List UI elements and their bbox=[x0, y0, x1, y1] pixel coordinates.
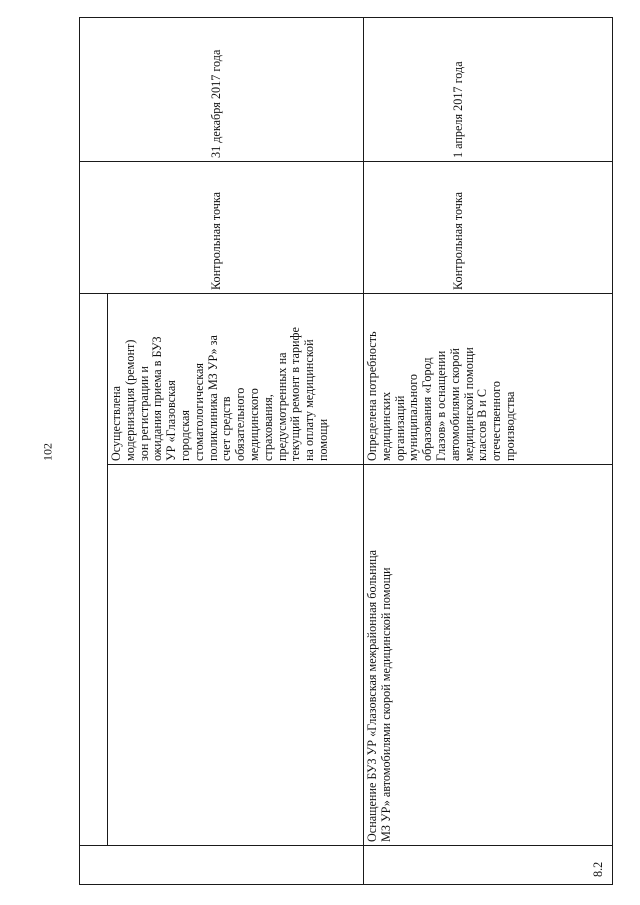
row2-event-cell bbox=[364, 465, 612, 845]
row2-result-line: Глазов» в оснащении bbox=[433, 350, 448, 461]
row1-result-cell bbox=[108, 294, 363, 464]
page-number: 102 bbox=[40, 443, 55, 461]
row1-result-line: Осуществлена bbox=[109, 386, 123, 461]
row1-type: Контрольная точка bbox=[209, 191, 223, 290]
row1-result-line: текущий ремонт в тарифе bbox=[288, 327, 303, 461]
row2-event-text bbox=[364, 465, 396, 845]
row1-date: 31 декабря 2017 года bbox=[209, 49, 223, 158]
row2-event-line: МЗ УР» автомобилями скорой медицинской помощи bbox=[378, 567, 393, 842]
row2-date-cell bbox=[364, 18, 612, 161]
row2-id-cell bbox=[364, 846, 612, 884]
row2-type-cell bbox=[364, 162, 612, 293]
row1-result-line: ожидания приема в БУЗ bbox=[150, 336, 165, 461]
row2-result-cell bbox=[364, 294, 612, 464]
row2-date: 1 апреля 2017 года bbox=[451, 61, 465, 158]
row1-result-line: медицинского bbox=[246, 388, 261, 461]
row1-result-line: помощи bbox=[315, 418, 330, 461]
row2-id: 8.2 bbox=[591, 861, 605, 877]
row1-result-text bbox=[108, 294, 333, 464]
row2-result-line: производства bbox=[502, 391, 517, 461]
row1-result-line: обязательного bbox=[233, 387, 248, 461]
row2-result-line: организаций bbox=[392, 395, 407, 461]
row2-result-line: отечественного bbox=[489, 381, 504, 461]
row2-result-line: Определена потребность bbox=[365, 331, 379, 461]
row1-type-cell bbox=[80, 162, 363, 293]
row2-result-line: классов В и С bbox=[475, 388, 490, 461]
row1-result-line: страхования, bbox=[260, 394, 275, 461]
row1-result-line: городская bbox=[177, 410, 192, 461]
row1-result-line: УР «Глазовская bbox=[164, 380, 179, 461]
row2-type: Контрольная точка bbox=[451, 191, 465, 290]
row1-result-line: зон регистрации и bbox=[136, 366, 151, 461]
row2-result-line: медицинской помощи bbox=[461, 347, 476, 461]
row1-result-line: стоматологическая bbox=[191, 363, 206, 461]
row2-result-line: муниципального bbox=[406, 374, 421, 461]
row2-result-text bbox=[364, 294, 520, 464]
row1-result-line: счет средств bbox=[219, 396, 234, 461]
table-border-right bbox=[612, 17, 613, 885]
row2-result-line: медицинских bbox=[378, 391, 393, 461]
row1-result-line: поликлиника МЗ УР» за bbox=[205, 335, 220, 461]
table-border-bottom bbox=[79, 884, 612, 885]
row1-result-line: предусмотренных на bbox=[274, 352, 289, 461]
row2-result-line: автомобилями скорой bbox=[447, 348, 462, 461]
row2-result-line: образования «Город bbox=[420, 357, 435, 461]
row1-result-line: модернизация (ремонт) bbox=[122, 339, 137, 461]
row1-result-line: на оплату медицинской bbox=[302, 339, 317, 461]
row2-event-line: Оснащение БУЗ УР «Глазовская межрайонная больница bbox=[365, 549, 379, 842]
row1-date-cell bbox=[80, 18, 363, 161]
